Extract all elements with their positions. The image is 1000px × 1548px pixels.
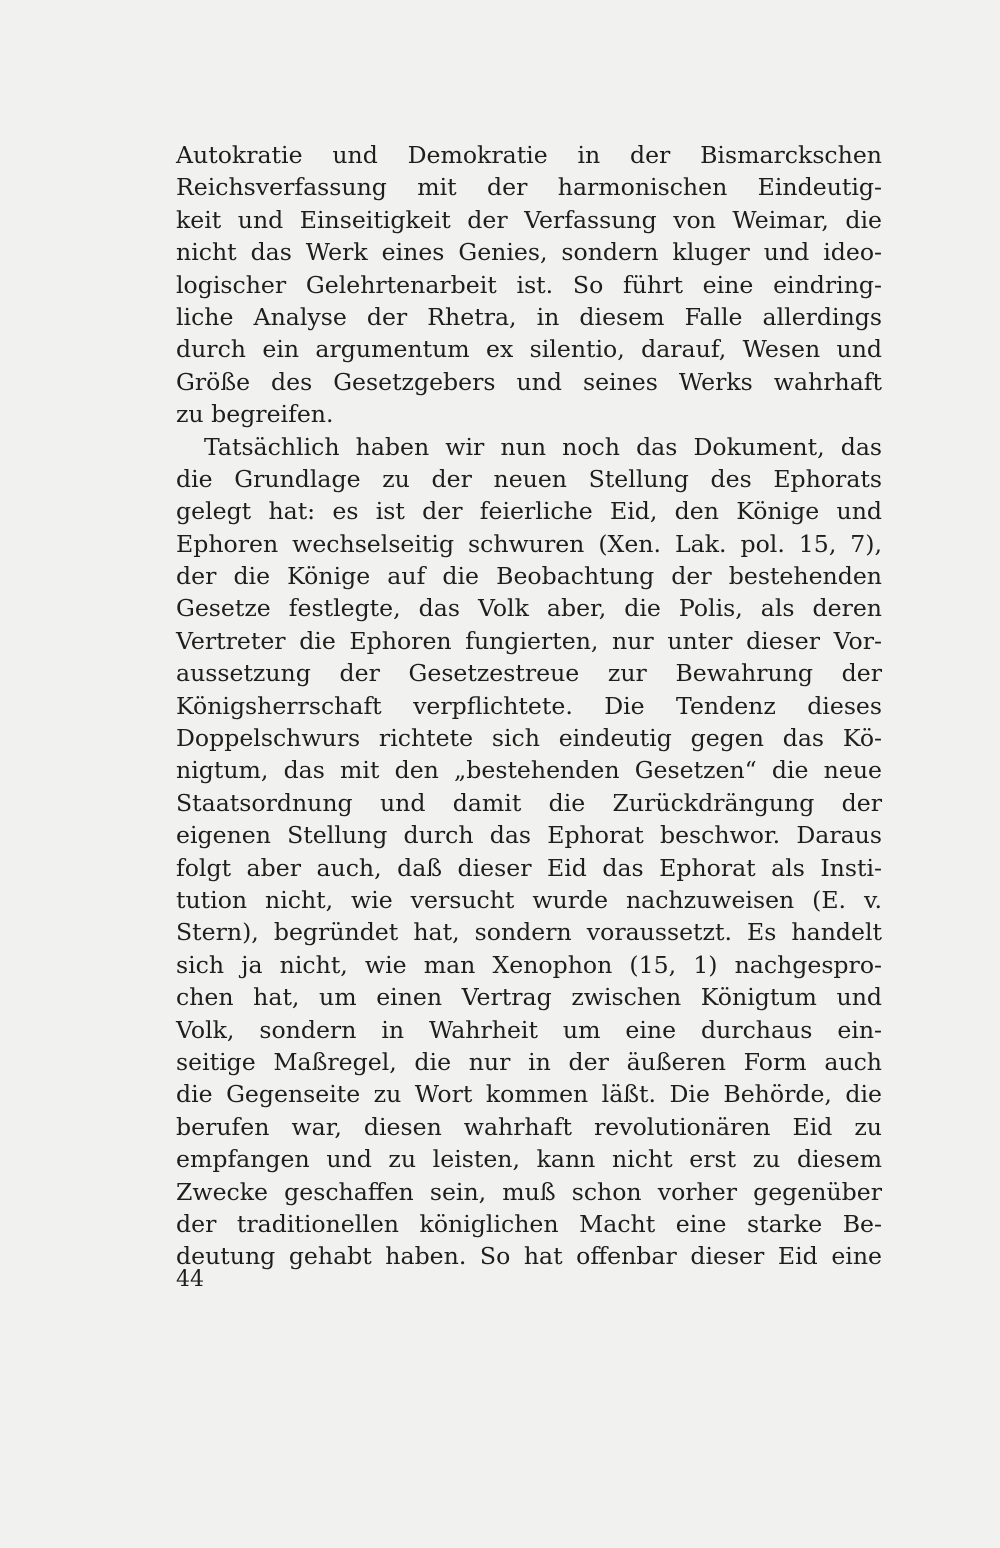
text-line: Autokratie und Demokratie in der Bismarckschen (176, 141, 882, 169)
text-line: Doppelschwurs richtete sich eindeutig gegen das Kö- (176, 724, 882, 753)
text-line: deutung gehabt haben. So hat offenbar dieser Eid eine (176, 1242, 882, 1271)
text-line: Volk, sondern in Wahrheit um eine durchaus ein- (176, 1015, 882, 1044)
text-line: Tatsächlich haben wir nun noch das Dokument, das (204, 432, 882, 461)
text-line: chen hat, um einen Vertrag zwischen Königtum und (176, 983, 882, 1012)
text-line: nigtum, das mit den „bestehenden Gesetzen“ die neue (176, 756, 882, 785)
text-line: folgt aber auch, daß dieser Eid das Ephorat als Insti- (176, 853, 882, 882)
text-line: nicht das Werk eines Genies, sondern kluger und ideo- (176, 238, 882, 267)
text-line: empfangen und zu leisten, kann nicht erst zu diesem (176, 1145, 882, 1174)
text-line: durch ein argumentum ex silentio, darauf, Wesen und (176, 335, 882, 364)
text-line: tution nicht, wie versucht wurde nachzuweisen (E. v. (176, 885, 882, 914)
text-line: der die Könige auf die Beobachtung der bestehenden (176, 562, 882, 591)
text-line: liche Analyse der Rhetra, in diesem Falle allerdings (176, 302, 882, 331)
text-line: zu begreifen. (176, 400, 334, 429)
text-line: aussetzung der Gesetzestreue zur Bewahrung der (176, 659, 882, 688)
text-line: der traditionellen königlichen Macht eine starke Be- (176, 1209, 882, 1238)
text-line: Königsherrschaft verpflichtete. Die Tendenz dieses (176, 691, 882, 720)
text-line: seitige Maßregel, die nur in der äußeren Form auch (176, 1047, 882, 1076)
text-line: Zwecke geschaffen sein, muß schon vorher gegenüber (176, 1177, 882, 1206)
text-line: Ephoren wechselseitig schwuren (Xen. Lak. pol. 15, 7), (176, 529, 882, 558)
text-line: die Grundlage zu der neuen Stellung des Ephorats (176, 464, 882, 493)
text-line: gelegt hat: es ist der feierliche Eid, den Könige und (176, 497, 882, 526)
text-line: Gesetze festlegte, das Volk aber, die Polis, als deren (176, 594, 882, 623)
body-text (176, 139, 882, 1273)
text-line: Reichsverfassung mit der harmonischen Eindeutig- (176, 173, 882, 202)
text-line: die Gegenseite zu Wort kommen läßt. Die Behörde, die (176, 1080, 882, 1109)
page-number: 44 (176, 1267, 204, 1292)
text-line: logischer Gelehrtenarbeit ist. So führt eine eindring- (176, 270, 882, 299)
text-line: Staatsordnung und damit die Zurückdrängung der (176, 788, 882, 817)
text-line: Vertreter die Ephoren fungierten, nur unter dieser Vor- (176, 626, 882, 655)
text-line: berufen war, diesen wahrhaft revolutionären Eid zu (176, 1112, 882, 1141)
text-line: eigenen Stellung durch das Ephorat beschwor. Daraus (176, 821, 882, 850)
text-line: Stern), begründet hat, sondern voraussetzt. Es handelt (176, 918, 882, 947)
text-line: sich ja nicht, wie man Xenophon (15, 1) nachgespro- (176, 950, 882, 979)
text-line: Größe des Gesetzgebers und seines Werks wahrhaft (176, 367, 882, 396)
text-line: keit und Einseitigkeit der Verfassung von Weimar, die (176, 205, 882, 234)
